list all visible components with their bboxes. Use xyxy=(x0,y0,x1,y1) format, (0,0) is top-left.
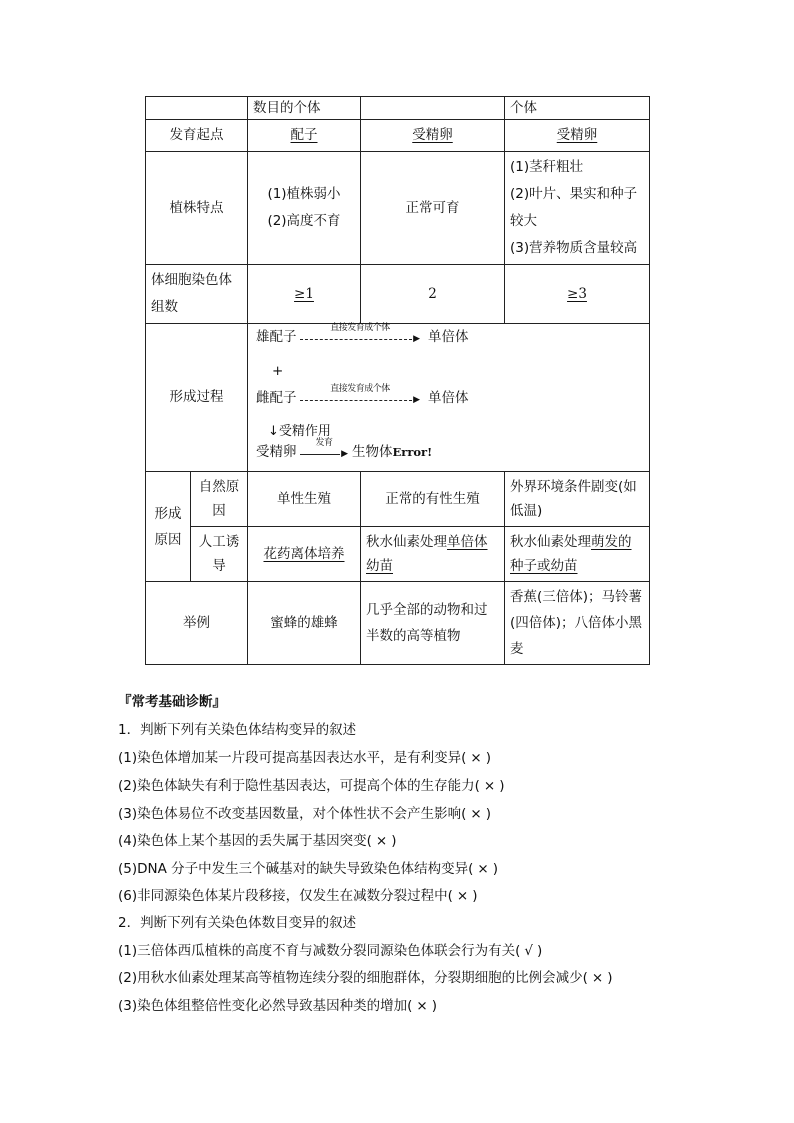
question-item xyxy=(118,941,542,961)
process-text: 生物体 xyxy=(352,444,393,460)
answer-mark: × xyxy=(375,833,388,849)
table-cell: 正常可育 xyxy=(361,152,505,265)
cell-text: 秋水仙素处理 xyxy=(510,534,591,550)
row-label: 体细胞染色体组数 xyxy=(146,265,248,324)
table-row xyxy=(146,527,650,582)
arrow-label: 直接发育成个体 xyxy=(330,384,390,394)
process-text: 单倍体 xyxy=(428,329,469,345)
table-cell: 几乎全部的动物和过半数的高等植物 xyxy=(361,582,505,665)
question-paren: ) xyxy=(537,943,543,959)
question-paren: ) xyxy=(485,750,491,766)
cell-line: (3)营养物质含量较高 xyxy=(510,240,638,256)
table-row xyxy=(146,97,650,120)
row-label: 形成过程 xyxy=(146,324,248,472)
question-text: (3)染色体易位不改变基因数量，对个体性状不会产生影响( xyxy=(118,806,467,822)
process-text: ↓受精作用 xyxy=(268,424,331,439)
table-cell xyxy=(505,152,650,265)
cell-line: (2)高度不育 xyxy=(267,213,341,229)
process-text: 雌配子 xyxy=(256,390,297,406)
process-text xyxy=(352,442,432,462)
question-item xyxy=(118,748,491,768)
row-label: 植株特点 xyxy=(146,152,248,265)
question-item xyxy=(118,776,504,796)
cell-text: 萌发的种子或幼苗 xyxy=(510,534,632,574)
question-paren: ) xyxy=(485,806,491,822)
answer-mark: √ xyxy=(524,943,533,959)
question-text: (2)用秋水仙素处理某高等植物连续分裂的细胞群体，分裂期细胞的比例会减少( xyxy=(118,970,588,986)
table-row xyxy=(146,472,650,527)
question-text: (5)DNA 分子中发生三个碱基对的缺失导致染色体结构变异( xyxy=(118,861,474,877)
answer-mark: × xyxy=(591,970,604,986)
question-paren: ) xyxy=(607,970,613,986)
table-cell: 受精卵 xyxy=(412,127,453,143)
table-cell: 个体 xyxy=(505,97,650,120)
table-cell: ≥3 xyxy=(567,285,587,302)
arrow-label: 直接发育成个体 xyxy=(330,323,390,333)
cell-line: (1)植株弱小 xyxy=(267,186,341,202)
answer-mark: × xyxy=(470,806,482,822)
table-row xyxy=(146,152,650,265)
formation-process-cell: 雄配子 直接发育成个体 ▶ 单倍体 + 雌配子 直接发育成个体 ▶ 单倍体 ↓受精作用 受精卵 发育 ▶ 生物体Error! xyxy=(248,324,650,472)
question-paren: ) xyxy=(391,833,397,849)
table-cell xyxy=(361,97,505,120)
table-cell: 数目的个体 xyxy=(248,97,361,120)
arrow-label: 发育 xyxy=(315,438,333,448)
table-cell: 配子 xyxy=(290,127,318,143)
table-cell: 香蕉(三倍体)；马铃薯(四倍体)；八倍体小黑麦 xyxy=(505,582,650,665)
question-paren: ) xyxy=(472,888,478,904)
question-text: (2)染色体缺失有利于隐性基因表达，可提高个体的生存能力( xyxy=(118,778,480,794)
table-cell: 单性生殖 xyxy=(248,472,361,527)
process-text: 单倍体 xyxy=(428,390,469,406)
question-paren: ) xyxy=(499,778,505,794)
process-text: 受精卵 xyxy=(256,444,297,460)
question-item xyxy=(118,996,437,1016)
row-label: 发育起点 xyxy=(146,120,248,152)
question-item xyxy=(118,859,498,879)
table-cell: 外界环境条件剧变(如低温) xyxy=(505,472,650,527)
table-row xyxy=(146,265,650,324)
question-text: (1)染色体增加某一片段可提高基因表达水平，是有利变异( xyxy=(118,750,467,766)
cell-line: (1)茎秆粗壮 xyxy=(510,159,584,175)
cell-line: (2)叶片、果实和种子较大 xyxy=(510,186,638,229)
table-cell xyxy=(361,527,505,582)
section-title: 『常考基础诊断』 xyxy=(118,694,226,710)
cell-text: 秋水仙素处理 xyxy=(366,534,447,550)
question-item xyxy=(118,831,396,851)
table-row xyxy=(146,120,650,152)
row-label: 形成原因 xyxy=(146,472,191,582)
table-cell xyxy=(146,97,248,120)
table-cell: 花药离体培养 xyxy=(263,545,345,562)
answer-mark: × xyxy=(456,888,469,904)
question-text: (1)三倍体西瓜植株的高度不育与减数分裂同源染色体联会行为有关( xyxy=(118,943,521,959)
question-heading: 1．判断下列有关染色体结构变异的叙述 xyxy=(118,722,357,738)
table-row xyxy=(146,582,650,665)
question-item xyxy=(118,886,477,906)
table-row xyxy=(146,324,650,472)
comparison-table xyxy=(145,96,650,665)
question-text: (6)非同源染色体某片段移接，仅发生在减数分裂过程中( xyxy=(118,888,453,904)
question-paren: ) xyxy=(492,861,499,877)
question-text: (3)染色体组整倍性变化必然导致基因种类的增加( xyxy=(118,998,413,1014)
row-sublabel: 自然原因 xyxy=(191,472,248,527)
question-heading: 2．判断下列有关染色体数目变异的叙述 xyxy=(118,915,357,931)
table-cell: 正常的有性生殖 xyxy=(361,472,505,527)
table-cell xyxy=(505,527,650,582)
answer-mark: × xyxy=(477,861,489,877)
table-cell: ≥1 xyxy=(294,285,314,302)
question-item xyxy=(118,804,491,824)
question-paren: ) xyxy=(431,998,437,1014)
error-text: Error! xyxy=(392,445,433,459)
row-label: 举例 xyxy=(146,582,248,665)
row-sublabel: 人工诱导 xyxy=(191,527,248,582)
answer-mark: × xyxy=(483,778,496,794)
table-cell: 受精卵 xyxy=(556,127,598,143)
cell-text: 单倍体幼苗 xyxy=(366,534,488,574)
plus-sign: + xyxy=(272,363,284,379)
table-cell: 蜜蜂的雄蜂 xyxy=(248,582,361,665)
question-item xyxy=(118,968,612,988)
answer-mark: × xyxy=(470,750,482,766)
table-cell: 2 xyxy=(361,265,505,324)
table-cell xyxy=(248,152,361,265)
answer-mark: × xyxy=(416,998,428,1014)
question-text: (4)染色体上某个基因的丢失属于基因突变( xyxy=(118,833,372,849)
process-text: 雄配子 xyxy=(256,329,297,345)
